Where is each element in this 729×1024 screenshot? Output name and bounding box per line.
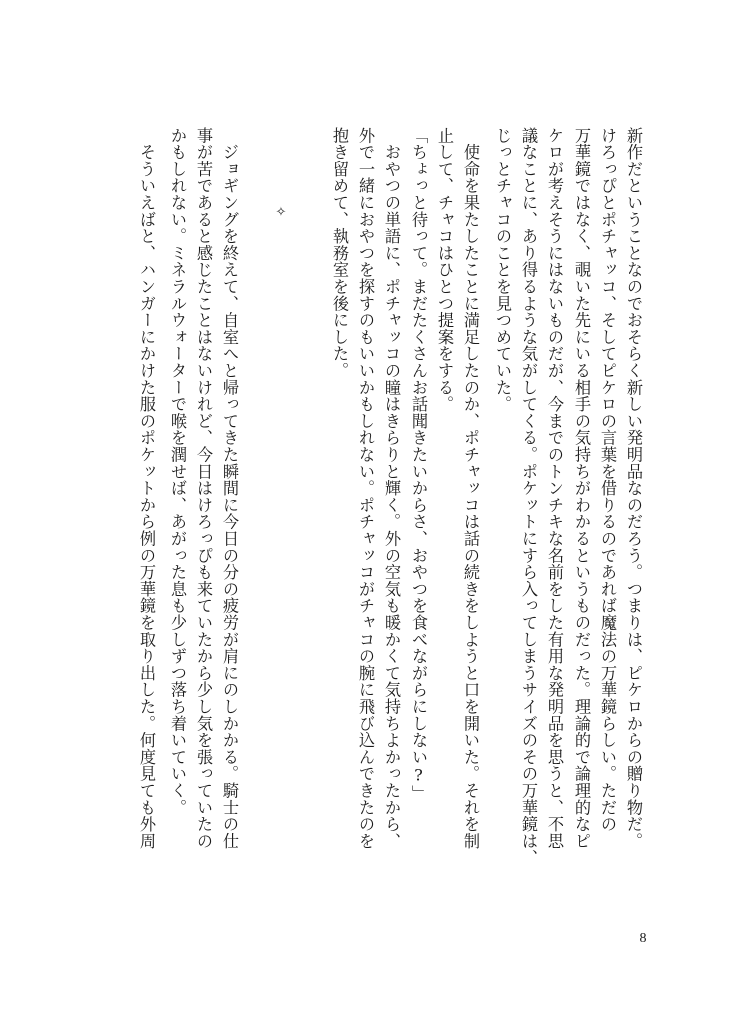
dialogue-line: 「ちょっと待って。まだたくさんお話聞きたいからさ、おやつを食べながらにしない?」: [409, 127, 428, 802]
text-line: じっとチャコのことを見つめていた。: [493, 127, 512, 413]
scene-break-sparkle-icon: ✧: [275, 205, 287, 220]
text-line: ジョギングを終えて、自室へと帰ってきた瞬間に今日の分の疲労が肩にのしかかる。騎士の仕: [220, 127, 239, 850]
text-line: 使命を果たしたことに満足したのか、ポチャッコは話の続きをしようと口を開いた。それを制: [461, 127, 480, 850]
text-line: そういえばと、ハンガーにかけた服のポケットから例の万華鏡を取り出した。何度見ても外周: [137, 127, 156, 850]
text-line: ケロが考えそうにはないものだが、今までのトンチキな名前をした有用な発明品を思うと、不思: [545, 127, 564, 850]
text-line: 抱き留めて、執務室を後にした。: [330, 127, 349, 379]
text-line: おやつの単語に、ポチャッコの瞳はきらりと輝く。外の空気も暖かくて気持ちよかったから、: [382, 127, 401, 850]
text-line: 事が苦であると感じたことはないけれど、今日はけろっぴも来ていたから少し気を張っていたの: [194, 127, 213, 850]
text-line: 外で一緒におやつを探すのもいいかもしれない。ポチャッコがチャコの腕に飛び込んできたのを: [356, 127, 375, 850]
text-line: けろっぴとポチャッコ、そしてピケロの言葉を借りるのであれば魔法の万華鏡らしい。ただの: [598, 127, 617, 833]
text-line: 万華鏡ではなく、覗いた先にいる相手の気持ちがわかるというものだった。理論的で論理的なピ: [572, 127, 591, 850]
text-line: かもしれない。ミネラルウォーターで喉を潤せば、あがった息も少しずつ落ち着いていく。: [168, 127, 187, 816]
text-line: 議なことに、あり得るような気がしてくる。ポケットにすら入ってしまうサイズのその万華鏡は、: [519, 127, 538, 867]
text-line: 新作だということなのでおそらく新しい発明品なのだろう。つまりは、ピケロからの贈り物だ。: [624, 127, 643, 850]
page-number: 8: [639, 931, 647, 946]
text-line: 止して、チャコはひとつ提案をする。: [435, 127, 454, 413]
